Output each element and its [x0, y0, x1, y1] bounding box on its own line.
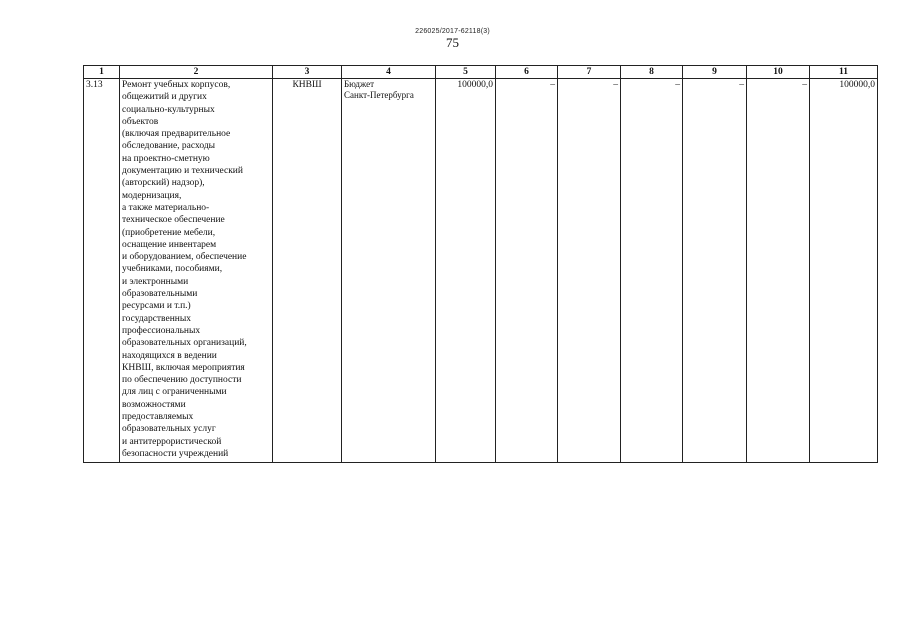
column-header: 7	[558, 66, 621, 79]
description-line: объектов	[122, 116, 159, 127]
column-header: 10	[747, 66, 810, 79]
description-line: государственных	[122, 313, 192, 324]
description-line: на проектно-сметную	[122, 153, 210, 164]
description-line: безопасности учреждений	[122, 448, 229, 459]
document-id: 226025/2017-62118(3)	[415, 28, 490, 35]
budget-table	[83, 65, 878, 463]
table-row	[84, 79, 878, 463]
description-line: (приобретение мебели,	[122, 227, 216, 238]
amount-col6: –	[496, 79, 558, 463]
activity-description	[120, 79, 273, 463]
description-line: общежитий и других	[122, 92, 207, 103]
funding-source-line: Бюджет	[344, 79, 375, 89]
funding-source-cell	[342, 79, 436, 463]
description-line: документацию и технический	[122, 166, 243, 177]
description-line: КНВШ, включая мероприятия	[122, 362, 245, 373]
funding-source-line: Санкт-Петербурга	[344, 90, 414, 100]
description-line: (авторский) надзор),	[122, 178, 205, 189]
description-line: и оборудованием, обеспечение	[122, 252, 247, 263]
amount-col8: –	[621, 79, 683, 463]
amount-col10: –	[747, 79, 810, 463]
column-header: 2	[120, 66, 273, 79]
description-line: обследование, расходы	[122, 141, 216, 152]
description-line: а также материально-	[122, 202, 210, 213]
description-line: профессиональных	[122, 325, 201, 336]
column-header: 8	[621, 66, 683, 79]
column-header: 5	[436, 66, 496, 79]
column-header: 9	[683, 66, 747, 79]
table-header-row	[84, 66, 878, 79]
description-line: образовательных организаций,	[122, 338, 247, 349]
description-line: (включая предварительное	[122, 129, 231, 140]
description-line: образовательными	[122, 289, 198, 300]
description-line: Ремонт учебных корпусов,	[122, 80, 231, 90]
column-header: 6	[496, 66, 558, 79]
description-line: образовательных услуг	[122, 424, 216, 435]
column-header: 4	[342, 66, 436, 79]
executor-cell: КНВШ	[273, 79, 342, 463]
description-line: находящихся в ведении	[122, 350, 217, 361]
description-line: техническое обеспечение	[122, 215, 225, 226]
amount-col11-total: 100000,0	[810, 79, 878, 463]
description-line: предоставляемых	[122, 412, 194, 423]
column-header: 3	[273, 66, 342, 79]
page-number: 75	[446, 35, 459, 50]
description-line: социально-культурных	[122, 104, 215, 115]
amount-col9: –	[683, 79, 747, 463]
description-line: для лиц с ограниченными	[122, 387, 227, 398]
description-line: ресурсами и т.п.)	[122, 301, 191, 312]
description-line: и электронными	[122, 276, 189, 287]
column-header: 11	[810, 66, 878, 79]
description-line: модернизация,	[122, 190, 182, 201]
description-line: возможностями	[122, 399, 186, 410]
description-line: по обеспечению доступности	[122, 375, 242, 386]
row-number: 3.13	[84, 79, 120, 463]
description-line: учебниками, пособиями,	[122, 264, 223, 275]
amount-col7: –	[558, 79, 621, 463]
column-header: 1	[84, 66, 120, 79]
amount-col5: 100000,0	[436, 79, 496, 463]
description-line: и антитеррористической	[122, 436, 222, 447]
description-line: оснащение инвентарем	[122, 239, 217, 250]
